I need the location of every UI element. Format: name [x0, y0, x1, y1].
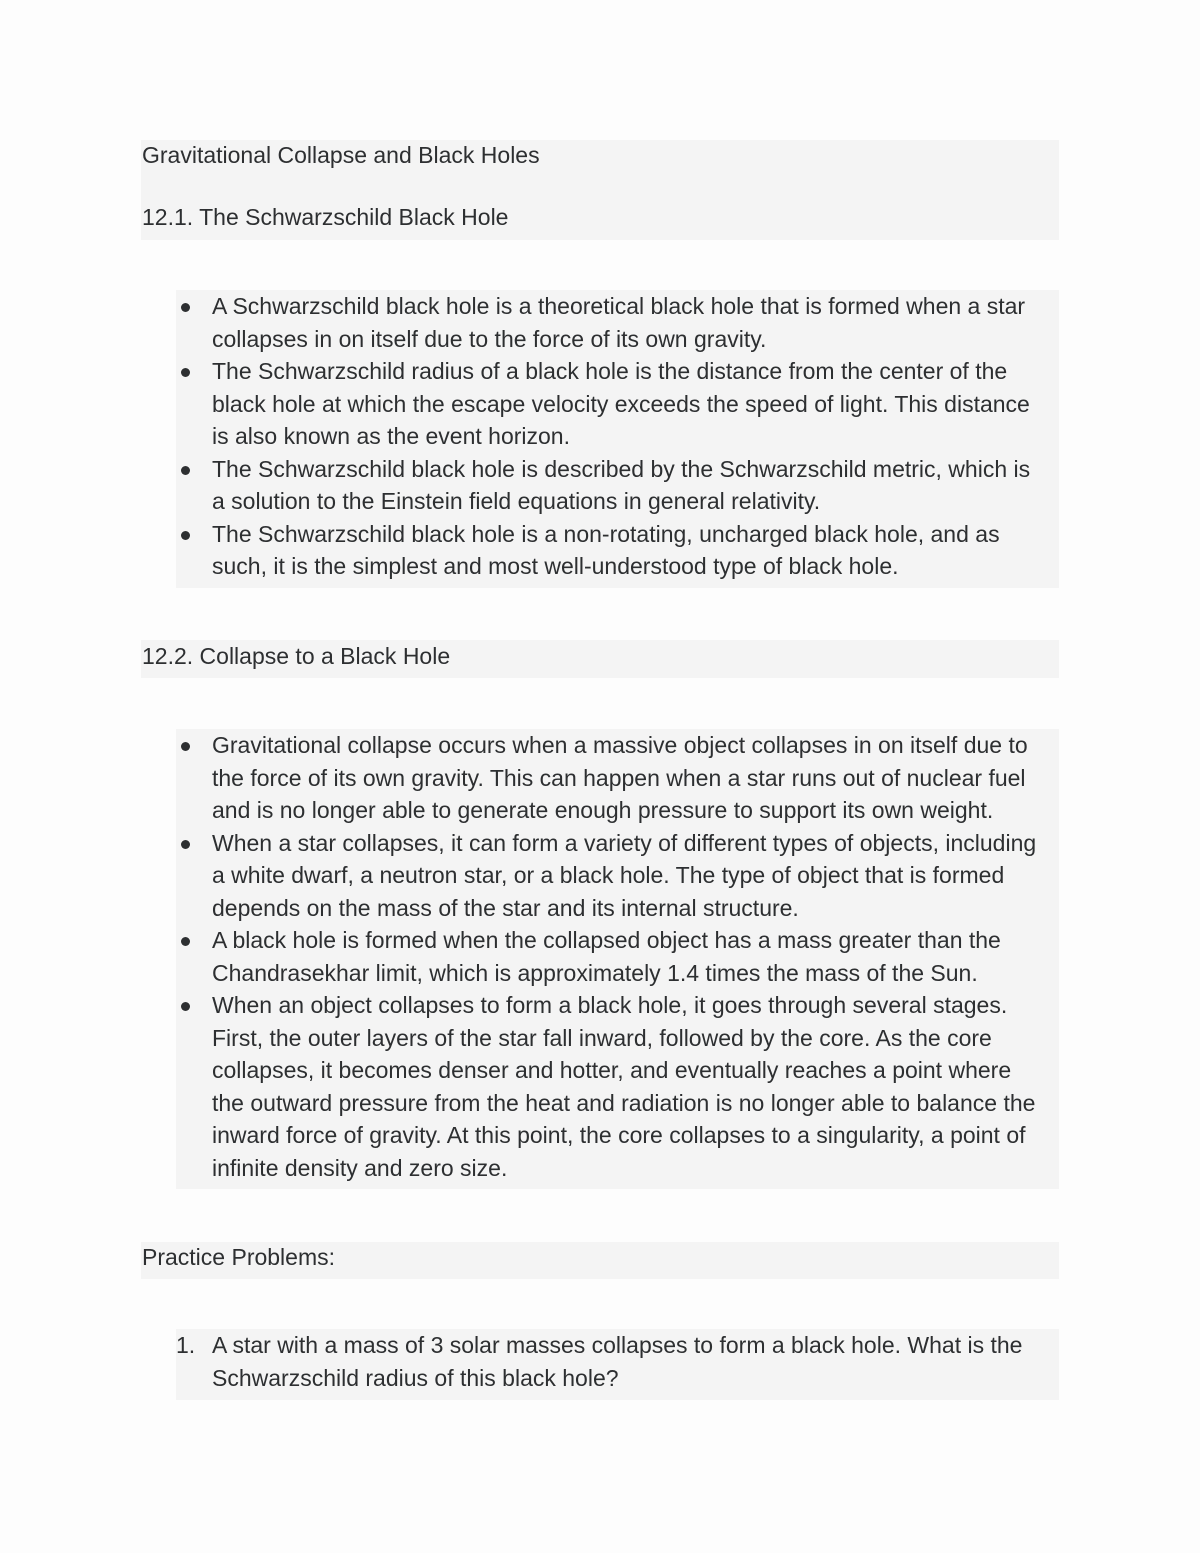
list-item-line: The Schwarzschild radius of a black hole is the distance from the center of the — [212, 358, 1008, 384]
list-item-line: collapses, it becomes denser and hotter, and eventually reaches a point where — [212, 1057, 1012, 1083]
list-item-line: Chandrasekhar limit, which is approximately 1.4 times the mass of the Sun. — [212, 959, 978, 986]
list-item-line: A star with a mass of 3 solar masses collapses to form a black hole. What is the — [212, 1332, 1023, 1358]
list-item-line: depends on the mass of the star and its internal structure. — [212, 894, 799, 921]
list-item-line: First, the outer layers of the star fall inward, followed by the core. As the core — [212, 1024, 992, 1051]
list-item — [176, 827, 1058, 925]
list-item-line: black hole at which the escape velocity exceeds the speed of light. This distance — [212, 390, 1030, 417]
list-item — [176, 1329, 1058, 1394]
list-item — [176, 924, 1058, 989]
bullet-icon — [181, 368, 190, 377]
list-item-line: the outward pressure from the heat and radiation is no longer able to balance the — [212, 1089, 1036, 1116]
practice-problem-list — [176, 1329, 1058, 1394]
practice-heading: Practice Problems: — [142, 1244, 336, 1270]
list-item-line: a solution to the Einstein field equations in general relativity. — [212, 488, 821, 514]
bullet-icon — [181, 1002, 190, 1011]
bullet-icon — [181, 937, 190, 946]
document-title: Gravitational Collapse and Black Holes — [142, 142, 540, 168]
list-item-line: such, it is the simplest and most well-understood type of black hole. — [212, 553, 899, 579]
list-item — [176, 729, 1058, 827]
list-item — [176, 989, 1058, 1184]
list-item-line: inward force of gravity. At this point, the core collapses to a singularity, a point of — [212, 1122, 1026, 1148]
list-item — [176, 453, 1058, 518]
list-item-line: a white dwarf, a neutron star, or a black hole. The type of object that is formed — [212, 862, 1005, 888]
bullet-icon — [181, 466, 190, 475]
list-item-line: the force of its own gravity. This can happen when a star runs out of nuclear fuel — [212, 764, 1026, 791]
bullet-icon — [181, 840, 190, 849]
bullet-icon — [181, 742, 190, 751]
list-item — [176, 518, 1058, 583]
list-item-line: When a star collapses, it can form a variety of different types of objects, including — [212, 829, 1037, 856]
list-item-line: Gravitational collapse occurs when a massive object collapses in on itself due to — [212, 732, 1028, 758]
list-item-line: Schwarzschild radius of this black hole? — [212, 1364, 619, 1391]
list-item-line: A Schwarzschild black hole is a theoretical black hole that is formed when a star — [212, 293, 1026, 319]
list-item-line: When an object collapses to form a black hole, it goes through several stages. — [212, 992, 1008, 1018]
section-heading-12-2: 12.2. Collapse to a Black Hole — [142, 643, 451, 669]
section-1-bullet-list — [176, 290, 1058, 583]
bullet-icon — [181, 531, 190, 540]
list-item-line: The Schwarzschild black hole is described by the Schwarzschild metric, which is — [212, 455, 1031, 482]
section-heading-12-1: 12.1. The Schwarzschild Black Hole — [142, 204, 509, 230]
list-item — [176, 355, 1058, 453]
list-item-line: The Schwarzschild black hole is a non-rotating, uncharged black hole, and as — [212, 520, 1000, 547]
bullet-icon — [181, 303, 190, 312]
list-item-line: infinite density and zero size. — [212, 1154, 508, 1181]
list-item — [176, 290, 1058, 355]
problem-number: 1. — [176, 1332, 196, 1358]
list-item-line: collapses in on itself due to the force of its own gravity. — [212, 325, 767, 352]
list-item-line: and is no longer able to generate enough pressure to support its own weight. — [212, 797, 994, 823]
section-2-bullet-list — [176, 729, 1058, 1184]
list-item-line: is also known as the event horizon. — [212, 423, 570, 449]
list-item-line: A black hole is formed when the collapsed object has a mass greater than the — [212, 927, 1001, 953]
